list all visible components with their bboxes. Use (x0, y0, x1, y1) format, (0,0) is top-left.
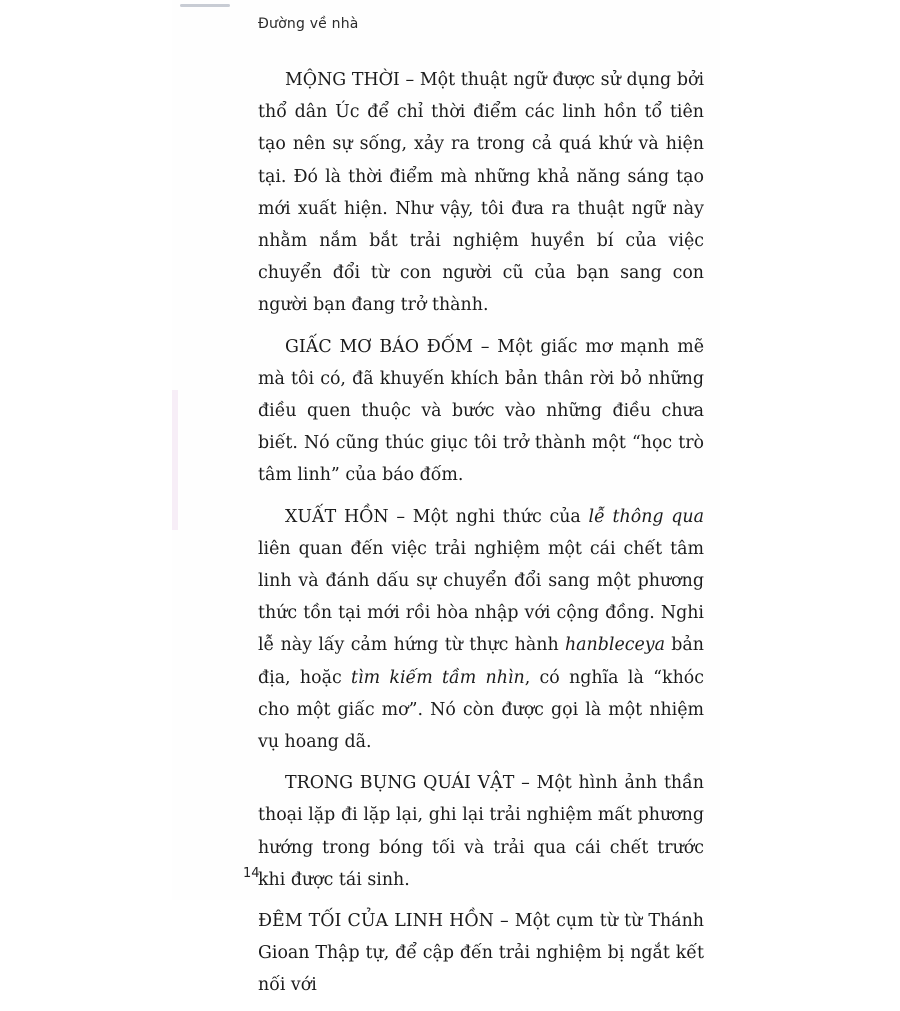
glossary-italic-term: tìm kiếm tầm nhìn (351, 667, 525, 688)
glossary-definition: – Một thuật ngữ được sử dụng bởi thổ dân Úc để chỉ thời điểm các linh hồn tổ tiên tạo nên sự sống, xảy ra trong cả quá khứ và hiện tại. Đó là thời điểm mà những khả năng sáng tạo mới xuất hiện. Như vậy, tôi đưa ra thuật ngữ này nhằm nắm bắt trải nghiệm huyền bí của việc chuyển đổi từ con người cũ của bạn sang con người bạn đang trở thành. (258, 70, 705, 316)
glossary-term: GIẤC MƠ BÁO ĐỐM (285, 336, 473, 357)
glossary-entry-dem-toi-cua-linh-hon (258, 905, 704, 1002)
glossary-entry-xuat-hon (258, 501, 704, 759)
glossary-term: ĐÊM TỐI CỦA LINH HỒN (258, 911, 494, 932)
glossary-definition: – Một hình ảnh thần thoại lặp đi lặp lại, ghi lại trải nghiệm mất phương hướng trong bóng tối và trải qua cái chết trước khi được tái sinh. (258, 773, 704, 890)
glossary-entry-trong-bung-quai-vat (258, 767, 704, 896)
running-header: Đường về nhà (258, 16, 359, 32)
glossary-term: TRONG BỤNG QUÁI VẬT (285, 773, 515, 794)
glossary-definition-part: liên quan đến việc trải nghiệm một cái chết tâm linh và đánh dấu sự chuyển đổi sang một phương thức tồn tại mới rồi hòa nhập với cộng đồng. Nghi lễ này lấy cảm hứng từ thực hành (258, 538, 704, 656)
page-number: 14 (243, 866, 260, 881)
glossary-definition-part: bản địa, hoặc (258, 635, 705, 688)
glossary-italic-term: hanbleceya (564, 635, 665, 656)
glossary-italic-term: lễ thông qua (588, 506, 704, 527)
glossary-term: XUẤT HỒN (285, 506, 389, 527)
glossary-definition: – Một cụm từ từ Thánh Gioan Thập tự, để cập đến trải nghiệm bị ngắt kết nối với (258, 911, 704, 996)
glossary-entry-giac-mo-bao-dom (258, 331, 704, 492)
glossary-definition-part: , có nghĩa là “khóc cho một giấc mơ”. Nó còn được gọi là một nhiệm vụ hoang dã. (258, 667, 704, 753)
glossary-definition: – Một giấc mơ mạnh mẽ mà tôi có, đã khuyến khích bản thân rời bỏ những điều quen thuộc và bước vào những điều chưa biết. Nó cũng thúc giục tôi trở thành một “học trò tâm linh” của báo đốm. (258, 336, 704, 486)
glossary-body (258, 64, 704, 1011)
glossary-definition-part: – Một nghi thức của (388, 506, 589, 527)
page-fold-shadow (172, 390, 178, 530)
page-edge-mark (180, 4, 230, 7)
glossary-entry-mong-thoi (258, 64, 704, 322)
glossary-term: MỘNG THỜI (285, 70, 400, 90)
